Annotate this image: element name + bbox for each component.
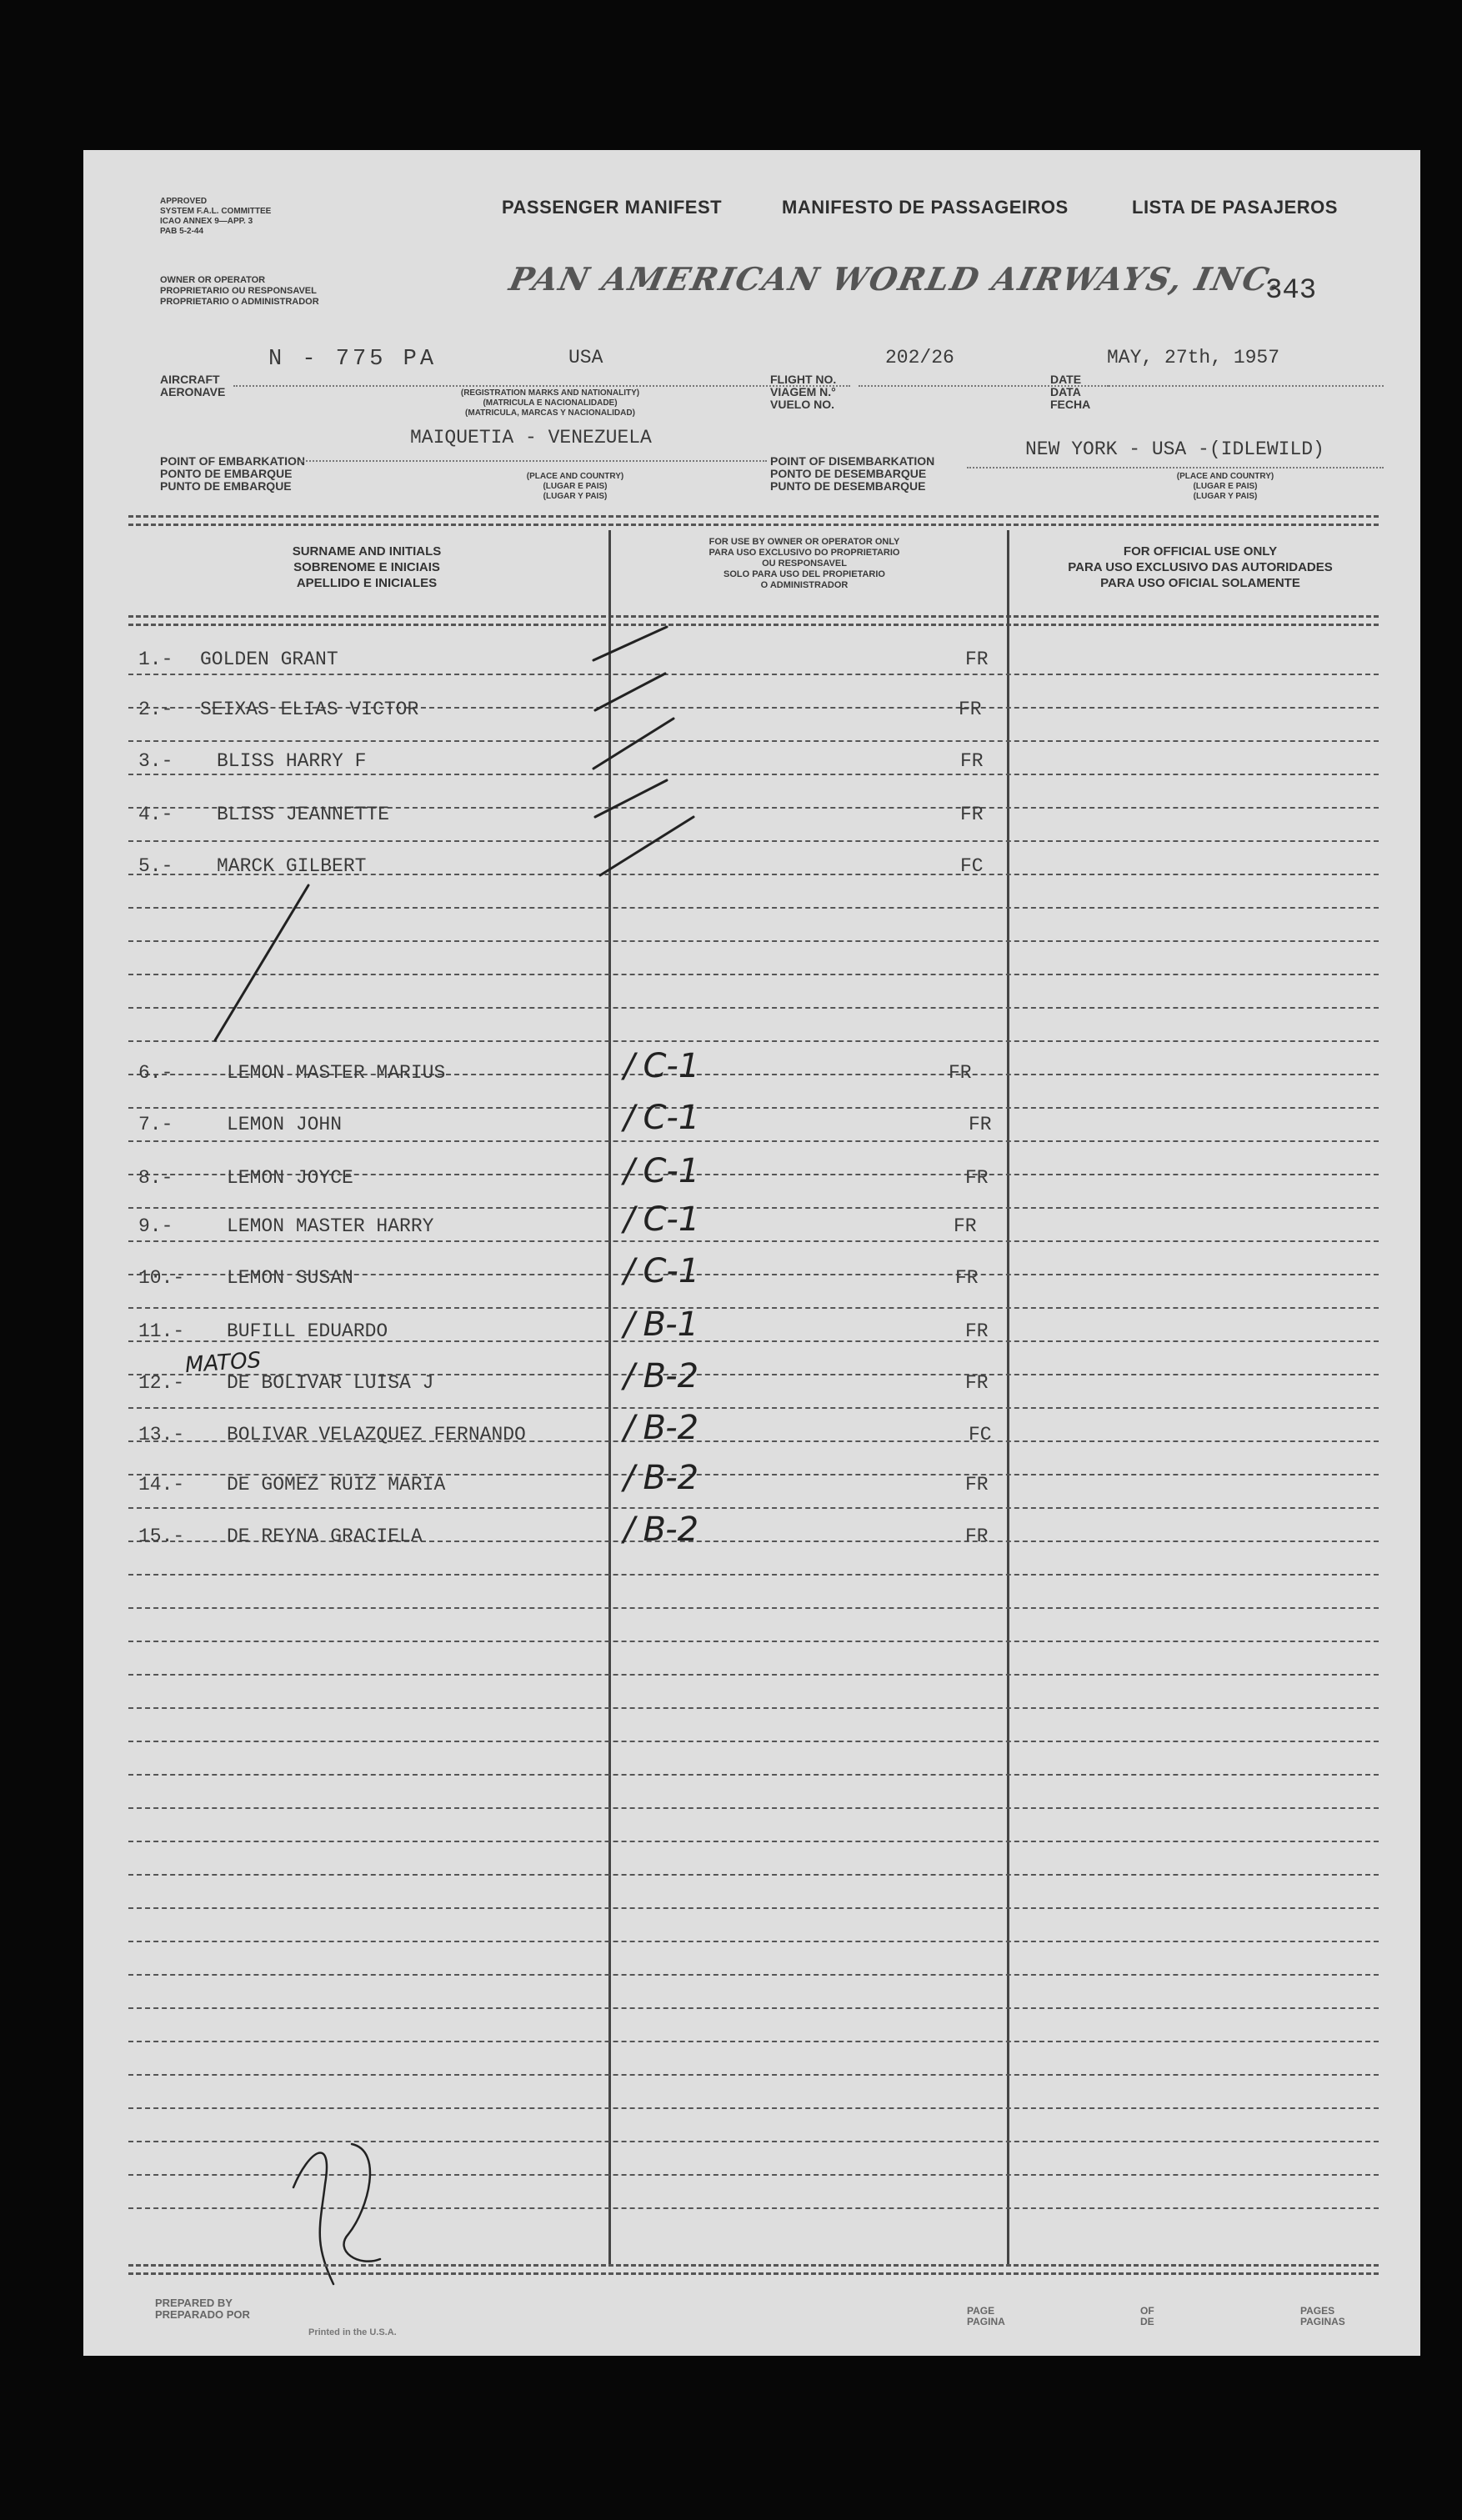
footer-rule [128,2264,1379,2267]
check-mark [600,817,693,875]
date-label: DATE DATA FECHA [1050,373,1091,411]
passenger-name: LEMON JOYCE [227,1167,353,1189]
class-code: FC [969,1424,992,1445]
class-code: FR [965,1372,989,1394]
passenger-name: BOLIVAR VELAZQUEZ FERNANDO [227,1424,526,1445]
handwritten-annotation: MATOS [184,1347,263,1379]
check-mark: / [623,1409,635,1447]
flight-number: 202/26 [885,347,954,368]
passenger-name: MARCK GILBERT [217,855,367,877]
class-code: FR [955,1267,979,1289]
embark-place-sublabel: (PLACE AND COUNTRY) (LUGAR E PAIS) (LUGAR Y PAIS) [526,472,624,501]
row-number: 2.- [138,699,173,720]
owner-label: OWNER OR OPERATOR PROPRIETARIO OU RESPONSAVEL PROPRIETARIO O ADMINISTRADOR [160,275,319,307]
row-number: 3.- [138,750,173,772]
row-number: 15.- [138,1526,185,1547]
handwritten-strokes [83,150,1420,2356]
flight-date: MAY, 27th, 1957 [1107,347,1280,368]
seat-code: B-1 [643,1305,699,1344]
class-code: FR [965,1526,989,1547]
title-spanish: LISTA DE PASAJEROS [1132,197,1338,218]
column-header-surname: SURNAME AND INITIALS SOBRENOME E INICIAIS APELLIDO E INICIALES [292,544,442,590]
seat-code: B-2 [643,1409,699,1447]
class-code: FR [965,649,989,670]
class-code: FC [960,855,984,877]
row-number: 8.- [138,1167,173,1189]
seat-code: C-1 [643,1047,700,1085]
check-mark: / [623,1305,635,1344]
passenger-name: LEMON MASTER HARRY [227,1215,434,1237]
class-code: FR [969,1114,992,1135]
class-code: FR [959,699,982,720]
row-number: 7.- [138,1114,173,1135]
seat-code: C-1 [643,1200,700,1239]
handwritten-slash [215,885,308,1040]
aircraft-label: AIRCRAFT AERONAVE [160,373,226,398]
printed-note: Printed in the U.S.A. [308,2327,397,2337]
class-code: FR [949,1062,972,1084]
row-number: 9.- [138,1215,173,1237]
check-mark [595,674,665,710]
row-number: 11.- [138,1320,185,1342]
passenger-name: DE REYNA GRACIELA [227,1526,423,1547]
embarkation-value: MAIQUETIA - VENEZUELA [410,427,652,448]
flight-label: FLIGHT NO. VIAGEM N.° VUELO NO. [770,373,837,411]
check-mark [593,627,667,660]
class-code: FR [960,750,984,772]
registration-sublabel: (REGISTRATION MARKS AND NATIONALITY) (MATRICULA E NACIONALIDADE) (MATRICULA, MARCAS Y NACIONALIDAD) [460,388,640,418]
check-mark: / [623,1047,635,1085]
passenger-name: BLISS HARRY F [217,750,367,772]
row-number: 10.- [138,1267,185,1289]
row-number: 6.- [138,1062,173,1084]
class-code: FR [960,804,984,825]
class-code: FR [965,1167,989,1189]
passenger-name: LEMON SUSAN [227,1267,353,1289]
row-number: 5.- [138,855,173,877]
passenger-name: DE BOLIVAR LUISA J [227,1372,434,1394]
aircraft-registration: N - 775 PA [268,347,438,372]
check-mark: / [623,1510,635,1549]
check-mark: / [623,1357,635,1395]
pages-label: PAGES PAGINAS [1300,2305,1345,2327]
check-mark [595,780,667,817]
manifest-sheet [83,150,1420,2356]
check-mark [593,719,673,769]
title-english: PASSENGER MANIFEST [502,197,723,218]
row-number: 4.- [138,804,173,825]
seat-code: B-2 [643,1357,699,1395]
aircraft-nationality: USA [568,347,603,368]
check-mark: / [623,1459,635,1497]
of-label: OF DE [1140,2305,1154,2327]
disembarkation-label: POINT OF DISEMBARKATION PONTO DE DESEMBARQUE PUNTO DE DESEMBARQUE [770,454,935,493]
column-header-official: FOR OFFICIAL USE ONLY PARA USO EXCLUSIVO DAS AUTORIDADES PARA USO OFICIAL SOLAMENTE [1068,544,1333,590]
seat-code: B-2 [643,1459,699,1497]
row-number: 14.- [138,1474,185,1495]
footer-rule [128,2272,1379,2275]
approval-line: ICAO ANNEX 9—APP. 3 [160,217,253,226]
seat-code: C-1 [643,1152,700,1190]
seat-code: C-1 [643,1252,700,1290]
airline-name: PAN AMERICAN WORLD AIRWAYS, INC. [506,260,1286,298]
passenger-name: LEMON MASTER MARIUS [227,1062,446,1084]
passenger-name: GOLDEN GRANT [200,649,338,670]
prepared-by-label: PREPARED BY PREPARADO POR [155,2297,250,2321]
embarkation-label: POINT OF EMBARKATION PONTO DE EMBARQUE PUNTO DE EMBARQUE [160,454,305,493]
class-code: FR [965,1320,989,1342]
seat-code: C-1 [643,1099,700,1137]
row-number: 13.- [138,1424,185,1445]
approval-line: APPROVED [160,197,208,206]
passenger-name: BUFILL EDUARDO [227,1320,388,1342]
passenger-name: LEMON JOHN [227,1114,343,1135]
disembarkation-value: NEW YORK - USA -(IDLEWILD) [1025,438,1324,460]
page-label: PAGE PAGINA [967,2305,1005,2327]
check-mark: / [623,1252,635,1290]
page-number: 343 [1265,275,1317,307]
row-number: 12.- [138,1372,185,1394]
passenger-name: SEIXAS ELIAS VICTOR [200,699,419,720]
check-mark: / [623,1152,635,1190]
row-number: 1.- [138,649,173,670]
check-mark: / [623,1200,635,1239]
column-header-operator: FOR USE BY OWNER OR OPERATOR ONLY PARA USO EXCLUSIVO DO PROPRIETARIO OU RESPONSAVEL SOLO PARA USO DEL PROPIETARIO O ADMINISTRADOR [708,537,900,590]
approval-line: PAB 5-2-44 [160,227,204,236]
class-code: FR [965,1474,989,1495]
seat-code: B-2 [643,1510,699,1549]
preparer-signature [344,2144,380,2262]
class-code: FR [954,1215,977,1237]
approval-line: SYSTEM F.A.L. COMMITTEE [160,207,272,216]
check-mark: / [623,1099,635,1137]
disembark-place-sublabel: (PLACE AND COUNTRY) (LUGAR E PAIS) (LUGAR Y PAIS) [1176,472,1274,501]
passenger-name: DE GOMEZ RUIZ MARIA [227,1474,446,1495]
title-portuguese: MANIFESTO DE PASSAGEIROS [782,197,1069,218]
passenger-name: BLISS JEANNETTE [217,804,390,825]
